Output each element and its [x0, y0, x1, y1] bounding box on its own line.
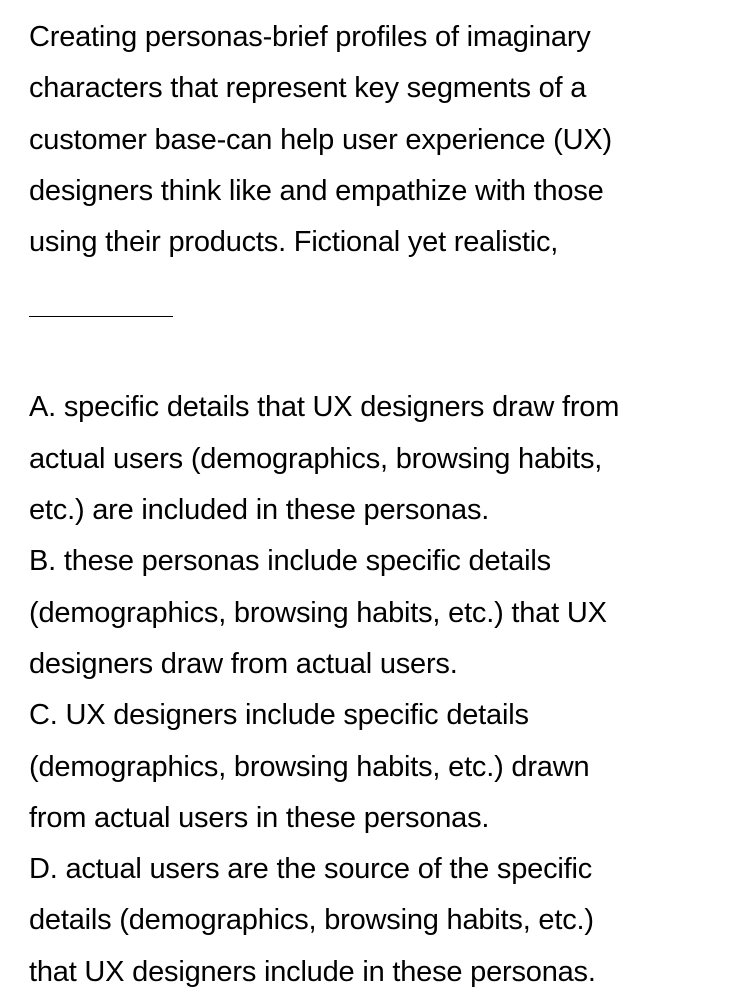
choice-d[interactable]: D. actual users are the source of the specific details (demographics, browsing habits, etc.) that UX designers include in these personas. — [29, 853, 596, 988]
answer-choices — [29, 382, 719, 998]
choice-a[interactable]: A. specific details that UX designers draw from actual users (demographics, browsing habits, etc.) are included in these personas. — [29, 391, 620, 527]
answer-blank — [29, 316, 173, 317]
question-passage: Creating personas-brief profiles of imaginary characters that represent key segments of a customer base-can help user experience (UX) designers think like and empathize with those using their products. Fictional yet realistic, — [29, 21, 612, 259]
question-block — [29, 12, 719, 998]
choice-c[interactable]: C. UX designers include specific details (demographics, browsing habits, etc.) drawn from actual users in these personas. — [29, 699, 590, 834]
choice-b[interactable]: B. these personas include specific details (demographics, browsing habits, etc.) that UX designers draw from actual users. — [29, 545, 607, 680]
